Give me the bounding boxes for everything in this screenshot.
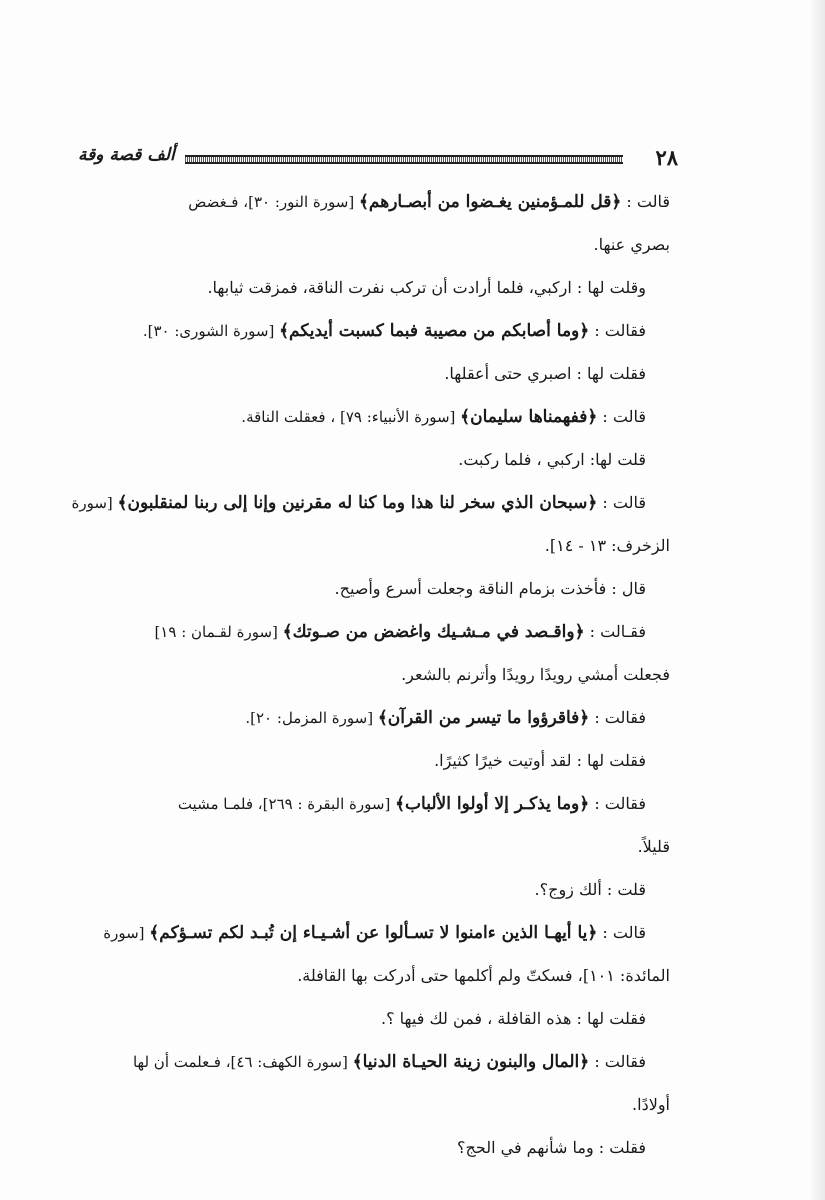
quran-verse: ﴿المال والبنون زينة الحيـاة الدنيا﴾ [352,1052,590,1072]
quran-verse: ﴿قل للمـؤمنين يغـضوا من أبصـارهم﴾ [358,192,622,212]
text-line: فقلت لها : هذه القافلة ، فمن لك فيها ؟. [381,1009,646,1028]
text-line: قلت : ألك زوج؟. [534,880,646,899]
text-line: فقالت : ﴿فاقرؤوا ما تيسر من القرآن﴾ [سورة المزمل: ٢٠]. [245,708,646,728]
text-line: وقلت لها : اركبي، فلما أرادت أن تركب نفرت الناقة، فمزقت ثيابها. [207,278,646,297]
text-line: الزخرف: ١٣ - ١٤]. [544,536,670,555]
text-line: بصري عنها. [593,235,670,254]
quran-verse: ﴿ففهمناها سليمان﴾ [460,407,598,427]
text-line: فقلت : وما شأنهم في الحج؟ [457,1138,646,1157]
text-line: قالت : ﴿يا أيهـا الذين ءامنوا لا تسـألوا عن أشـيـاء إن تُبـد لكم تسـؤكم﴾ [سورة [103,923,646,943]
quran-verse: ﴿يا أيهـا الذين ءامنوا لا تسـألوا عن أشـيـاء إن تُبـد لكم تسـؤكم﴾ [149,923,598,943]
page-body [71,180,670,1169]
quran-verse: ﴿فاقرؤوا ما تيسر من القرآن﴾ [377,708,590,728]
quran-verse: ﴿سبحان الذي سخر لنا هذا وما كنا له مقرنين وإنا إلى ربنا لمنقلبون﴾ [117,493,598,513]
quran-verse: ﴿وما أصابكم من مصيبة فبما كسبت أيديكم﴾ [279,321,590,341]
running-header [78,143,678,173]
text-line: فقلت لها : لقد أوتيت خيرًا كثيرًا. [434,751,646,770]
text-line: قالت : ﴿سبحان الذي سخر لنا هذا وما كنا له مقرنين وإنا إلى ربنا لمنقلبون﴾ [سورة [71,493,646,513]
text-line: قلت لها: اركبي ، فلما ركبت. [458,450,646,469]
text-line: فقالت : ﴿وما يذكـر إلا أولوا الألباب﴾ [سورة البقرة : ٢٦٩]، فلمـا مشيت [177,794,646,814]
quran-verse: ﴿وما يذكـر إلا أولوا الألباب﴾ [395,794,590,814]
page-number: ٢٨ [655,145,678,170]
page-edge [811,0,825,1200]
text-line: قال : فأخذت بزمام الناقة وجعلت أسرع وأصيح. [334,579,646,598]
text-line: قالت : ﴿ففهمناها سليمان﴾ [سورة الأنبياء: ٧٩] ، فعقلت الناقة. [241,407,646,427]
text-line: المائدة: ١٠١]، فسكتّ ولم أكلمها حتى أدركت بها القافلة. [297,966,670,985]
quran-verse: ﴿واقـصد في مـشـيك واغضض من صـوتك﴾ [282,622,585,642]
text-line: فقـالت : ﴿واقـصد في مـشـيك واغضض من صـوتك﴾ [سورة لقـمان : ١٩] [154,622,646,642]
text-line: فقالت : ﴿وما أصابكم من مصيبة فبما كسبت أيديكم﴾ [سورة الشورى: ٣٠]. [142,321,646,341]
text-line: قالت : ﴿قل للمـؤمنين يغـضوا من أبصـارهم﴾ [سورة النور: ٣٠]، فـغضض [188,192,670,212]
text-line: أولادًا. [632,1095,670,1114]
text-line: فجعلت أمشي رويدًا رويدًا وأترنم بالشعر. [401,665,670,684]
header-rule [185,155,623,164]
text-line: فقلت لها : اصبري حتى أعقلها. [444,364,646,383]
text-line: قليلاً. [637,837,670,856]
book-title: ألف قصة وقة [78,145,175,165]
text-line: فقالت : ﴿المال والبنون زينة الحيـاة الدنيا﴾ [سورة الكهف: ٤٦]، فـعلمت أن لها [132,1052,646,1072]
